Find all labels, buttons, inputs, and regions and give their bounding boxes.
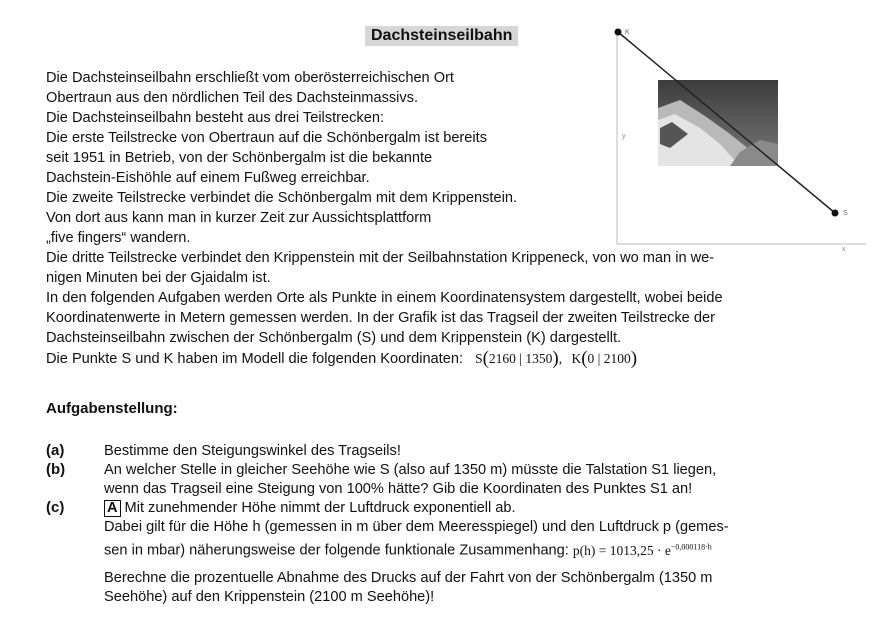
intro-line: In den folgenden Aufgaben werden Orte als Punkte in einem Koordinatensystem dargestellt, wobei beide [46, 290, 723, 306]
cable-line [618, 32, 835, 213]
y-axis-label: y [622, 133, 626, 140]
intro-line: Die zweite Teilstrecke verbindet die Schönbergalm mit dem Krippenstein. [46, 190, 518, 206]
cable-car-photo [658, 80, 778, 166]
intro-line: Die dritte Teilstrecke verbindet den Krippenstein mit der Seilbahnstation Krippeneck, von wo man in we- [46, 250, 715, 266]
intro-line: Obertraun aus den nördlichen Teil des Dachsteinmassivs. [46, 90, 419, 106]
intro-line: Dachsteinseilbahn zwischen der Schönbergalm (S) und dem Krippenstein (K) dargestellt. [46, 330, 622, 346]
task-a-label: (a) [46, 442, 65, 459]
points-line [46, 348, 723, 369]
page-title: Dachsteinseilbahn [365, 26, 518, 46]
intro-line: seit 1951 in Betrieb, von der Schönbergalm ist die bekannte [46, 150, 433, 166]
x-axis-label: x [842, 246, 846, 253]
intro-line: „five fingers“ wandern. [46, 230, 191, 246]
intro-line: Koordinatenwerte in Metern gemessen werden. In der Grafik ist das Tragseil der zweiten Teilstrecke der [46, 310, 715, 326]
point-k-coordinates: K(0 | 2100) [571, 348, 638, 369]
task-heading: Aufgabenstellung: [46, 400, 178, 417]
intro-line: Dachstein-Eishöhle auf einem Fußweg erreichbar. [46, 170, 370, 186]
task-c-text: A Mit zunehmender Höhe nimmt der Luftdruck exponentiell ab. Dabei gilt für die Höhe h (gemessen in m über dem Meeresspiegel) und den Luftdruck p (gemes- sen in mbar) näherungsweise der folgende funktionale Zusammenhang: $p(h) = 1013,25 \cdot e^{-0,000118\cdot h}$ Berechne die prozentuelle Abnahme des Drucks auf der Fahrt von der Schönbergalm (1350 m Seehöhe) auf den Krippenstein (2100 m Seehöhe)! [104, 500, 729, 605]
intro-line: Die erste Teilstrecke von Obertraun auf die Schönbergalm ist bereits [46, 130, 488, 146]
intro-line: nigen Minuten bei der Gjaidalm ist. [46, 270, 271, 286]
point-s-marker [832, 210, 839, 217]
task-a-text: Bestimme den Steigungswinkel des Tragseils! [104, 443, 401, 459]
cable-diagram [600, 16, 870, 256]
point-k-marker [615, 29, 622, 36]
point-k-label: K [625, 29, 630, 36]
pressure-formula: $p(h) = 1013,25 \cdot e^{-0,000118\cdot h}$ [572, 542, 712, 558]
intro-line: Die Dachsteinseilbahn erschließt vom oberösterreichischen Ort [46, 70, 454, 86]
points-sentence: Die Punkte S und K haben im Modell die folgenden Koordinaten: [46, 351, 464, 367]
point-s-coordinates: S(2160 | 1350), [475, 348, 563, 369]
task-b-text: An welcher Stelle in gleicher Seehöhe wie S (also auf 1350 m) müsste die Talstation S1 liegen, wenn das Tragseil eine Steigung von 100% hätte? Gib die Koordinaten des Punktes S1 an! [104, 462, 717, 497]
competency-box: A [104, 500, 121, 517]
point-s-label: S [843, 210, 848, 217]
intro-line: Die Dachsteinseilbahn besteht aus drei Teilstrecken: [46, 110, 385, 126]
intro-line: Von dort aus kann man in kurzer Zeit zur Aussichtsplattform [46, 210, 432, 226]
task-b-label: (b) [46, 461, 66, 478]
task-c-label: (c) [46, 499, 65, 516]
